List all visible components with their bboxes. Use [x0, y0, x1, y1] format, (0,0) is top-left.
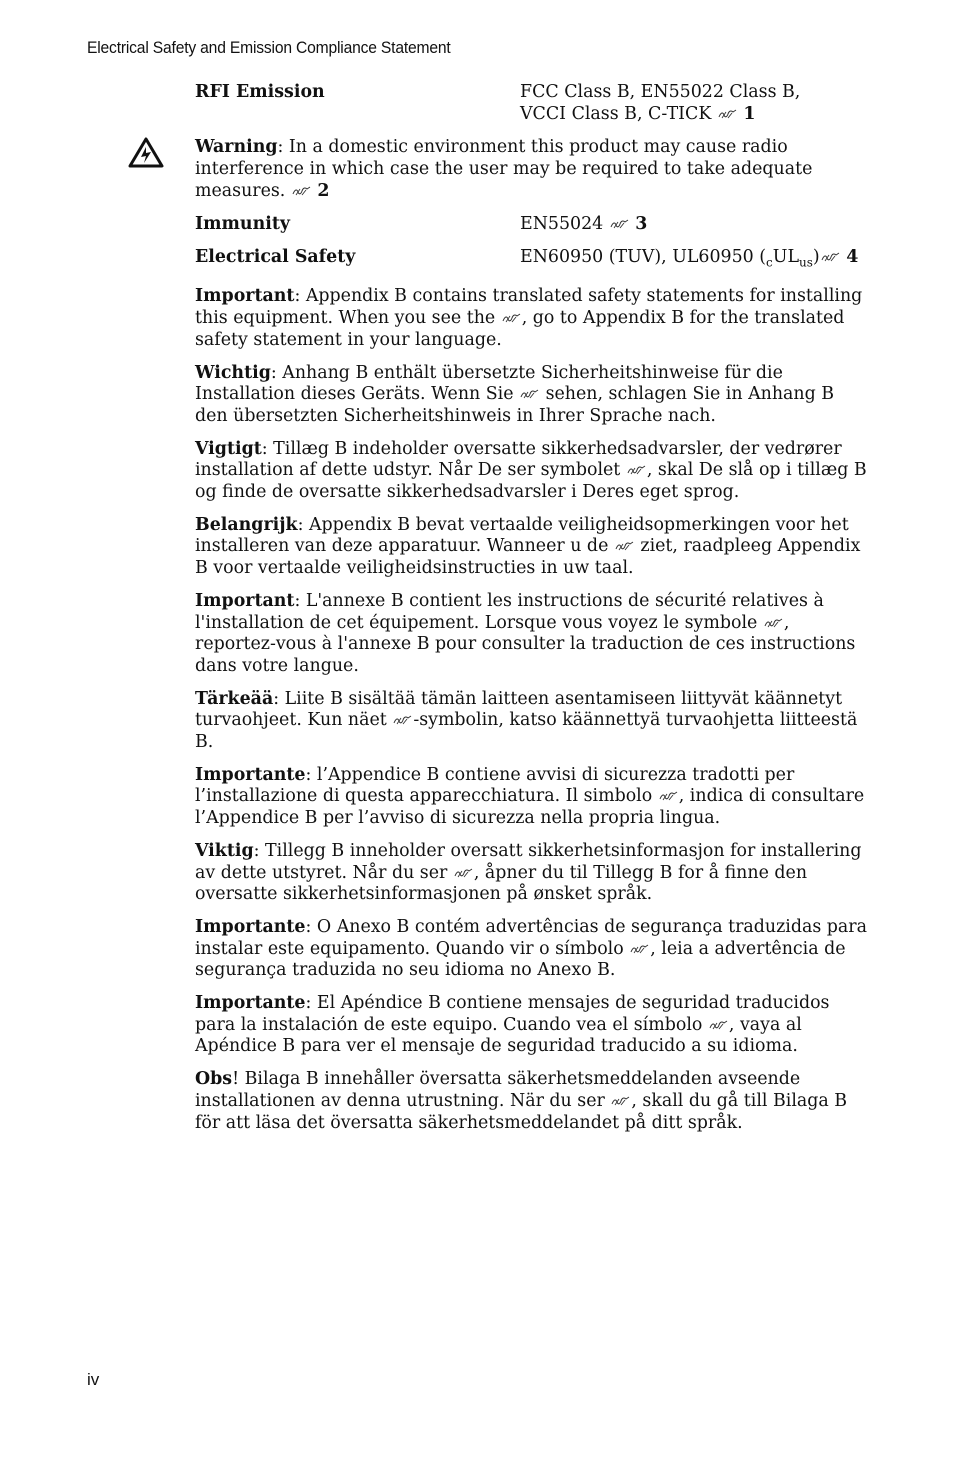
spec-value-line — [520, 104, 867, 126]
notice-title: Important — [195, 590, 295, 611]
notice-text: : l’Appendice B contiene avvisi di sicurezza tradotti per l’installazione di questa apparecchiatura. Il simbolo — [195, 764, 795, 807]
safety-notice-paragraph — [195, 363, 867, 428]
notice-text: : Liite B sisältää tämän laitteen asentamiseen liittyvät käännetyt turvaohjeet. Kun näet — [195, 688, 843, 731]
safety-notice-paragraph — [195, 689, 867, 754]
safety-notice-paragraph — [195, 1069, 867, 1134]
spec-value — [520, 247, 867, 274]
safety-notice-paragraph — [195, 591, 867, 678]
ul-mark: UL — [772, 247, 799, 268]
reference-pointer-icon — [610, 218, 629, 230]
safety-notice-paragraph — [195, 993, 867, 1058]
notice-title: Wichtig — [195, 362, 271, 383]
reference-pointer-icon — [611, 1095, 630, 1107]
reference-pointer-icon — [393, 714, 412, 726]
spec-label: RFI Emission — [195, 82, 325, 102]
notice-text: : Anhang B enthält übersetzte Sicherheitshinweise für die Installation dieses Geräts. Wenn Sie — [195, 362, 783, 405]
spec-value-text: EN60950 (TUV), UL60950 ( — [520, 247, 767, 268]
reference-pointer-icon — [718, 108, 737, 120]
translated-notices — [195, 286, 867, 1134]
safety-notice-paragraph — [195, 439, 867, 504]
reference-pointer-icon — [764, 617, 783, 629]
notice-text: , indica di consultare l’Appendice B per l’avviso di sicurezza nella propria lingua. — [195, 786, 865, 829]
notice-text: -symbolin, katso käännettyä turvaohjetta liitteestä B. — [195, 710, 858, 753]
notice-title: Viktig — [195, 840, 254, 861]
notice-text: ziet, raadpleeg Appendix B voor vertaalde veiligheidsinstructies in uw taal. — [195, 536, 861, 579]
warning-electric-hazard-icon — [128, 137, 164, 169]
warning-paragraph — [195, 137, 867, 202]
notice-text: : Appendix B contains translated safety statements for installing this equipment. When you see the — [195, 286, 863, 329]
reference-pointer-icon — [630, 943, 649, 955]
notice-title: Tärkeää — [195, 688, 274, 709]
notice-title: Obs — [195, 1069, 233, 1090]
spec-electrical-safety — [195, 247, 867, 274]
notice-text: , skal De slå op i tillæg B og finde de oversatte sikkerhedsadvarsler i Deres eget sprog. — [195, 460, 867, 503]
notice-text: : Tillæg B indeholder oversatte sikkerhedsadvarsler, der vedrører installation af dette udstyr. Når De ser symbolet — [195, 438, 842, 481]
notice-text: : Tillegg B inneholder oversatt sikkerhetsinformasjon for installering av dette utstyret. Når du ser — [195, 840, 862, 883]
notice-text: : L'annexe B contient les instructions de sécurité relatives à l'installation de cet équipement. Lorsque vous voyez le symbole — [195, 590, 824, 633]
warning-title: Warning — [195, 137, 278, 158]
safety-notice-paragraph — [195, 917, 867, 982]
reference-pointer-icon — [659, 790, 678, 802]
spec-value-suffix: ) — [812, 247, 820, 268]
notice-text: , reportez-vous à l'annexe B pour consulter la traduction de ces instructions dans votre langue. — [195, 612, 856, 676]
notice-title: Belangrijk — [195, 514, 298, 535]
reference-pointer-icon — [615, 540, 634, 552]
spec-immunity — [195, 214, 867, 236]
note-number: 2 — [317, 180, 330, 201]
page-body — [195, 82, 867, 1145]
running-header: Electrical Safety and Emission Compliance Statement — [87, 38, 451, 57]
safety-notice-paragraph — [195, 286, 867, 351]
notice-text: : O Anexo B contém advertências de segurança traduzidas para instalar este equipamento. Quando vir o símbolo — [195, 916, 867, 959]
notice-text: , skall du gå till Bilaga B för att läsa det översatta säkerhetsmeddelandet på ditt språk. — [195, 1090, 848, 1133]
safety-notice-paragraph — [195, 515, 867, 580]
note-number: 4 — [846, 247, 859, 268]
notice-title: Vigtigt — [195, 438, 262, 459]
spec-value — [520, 82, 867, 125]
safety-notice-paragraph — [195, 841, 867, 906]
subscript-us: us — [799, 255, 813, 270]
spec-value-text: EN55024 — [520, 213, 604, 234]
reference-pointer-icon — [292, 185, 311, 197]
reference-pointer-icon — [502, 312, 521, 324]
notice-title: Importante — [195, 993, 306, 1014]
subscript-c: c — [766, 255, 773, 270]
notice-text: , åpner du til Tillegg B for å finne den oversatte sikkerhetsinformasjonen på ønsket språk. — [195, 862, 808, 905]
spec-label: Electrical Safety — [195, 247, 356, 268]
warning-text: : In a domestic environment this product may cause radio interference in which case the user may be required to take adequate measures. — [195, 137, 813, 201]
notice-text: : Appendix B bevat vertaalde veiligheidsopmerkingen voor het installeren van deze apparatuur. Wanneer u de — [195, 514, 849, 557]
reference-pointer-icon — [627, 464, 646, 476]
spec-value-text: VCCI Class B, C-TICK — [520, 103, 712, 124]
spec-value-line: FCC Class B, EN55022 Class B, — [520, 82, 801, 102]
note-number: 3 — [635, 213, 648, 234]
note-number: 1 — [743, 103, 756, 124]
notice-text: , go to Appendix B for the translated safety statement in your language. — [195, 308, 845, 350]
spec-label: Immunity — [195, 213, 290, 234]
notice-text: ! Bilaga B innehåller översatta säkerhetsmeddelanden avseende installationen av denna utrustning. När du ser — [195, 1069, 801, 1111]
reference-pointer-icon — [709, 1019, 728, 1031]
notice-title: Importante — [195, 916, 306, 937]
notice-title: Important — [195, 286, 295, 307]
notice-text: : El Apéndice B contiene mensajes de seguridad traducidos para la instalación de este equipo. Cuando vea el símbolo — [195, 993, 830, 1035]
notice-text: , leia a advertência de segurança traduzida no seu idioma no Anexo B. — [195, 938, 846, 981]
spec-rfi-emission — [195, 82, 867, 125]
notice-title: Importante — [195, 764, 306, 785]
page-number: iv — [87, 1370, 100, 1389]
safety-notice-paragraph — [195, 765, 867, 830]
spec-value — [520, 214, 867, 236]
reference-pointer-icon — [821, 251, 840, 263]
reference-pointer-icon — [520, 388, 539, 400]
notice-text: , vaya al Apéndice B para ver el mensaje de seguridad traducido a su idioma. — [195, 1014, 802, 1057]
notice-text: sehen, schlagen Sie in Anhang B den übersetzten Sicherheitshinweis in Ihrer Sprache nach. — [195, 384, 835, 426]
reference-pointer-icon — [454, 867, 473, 879]
